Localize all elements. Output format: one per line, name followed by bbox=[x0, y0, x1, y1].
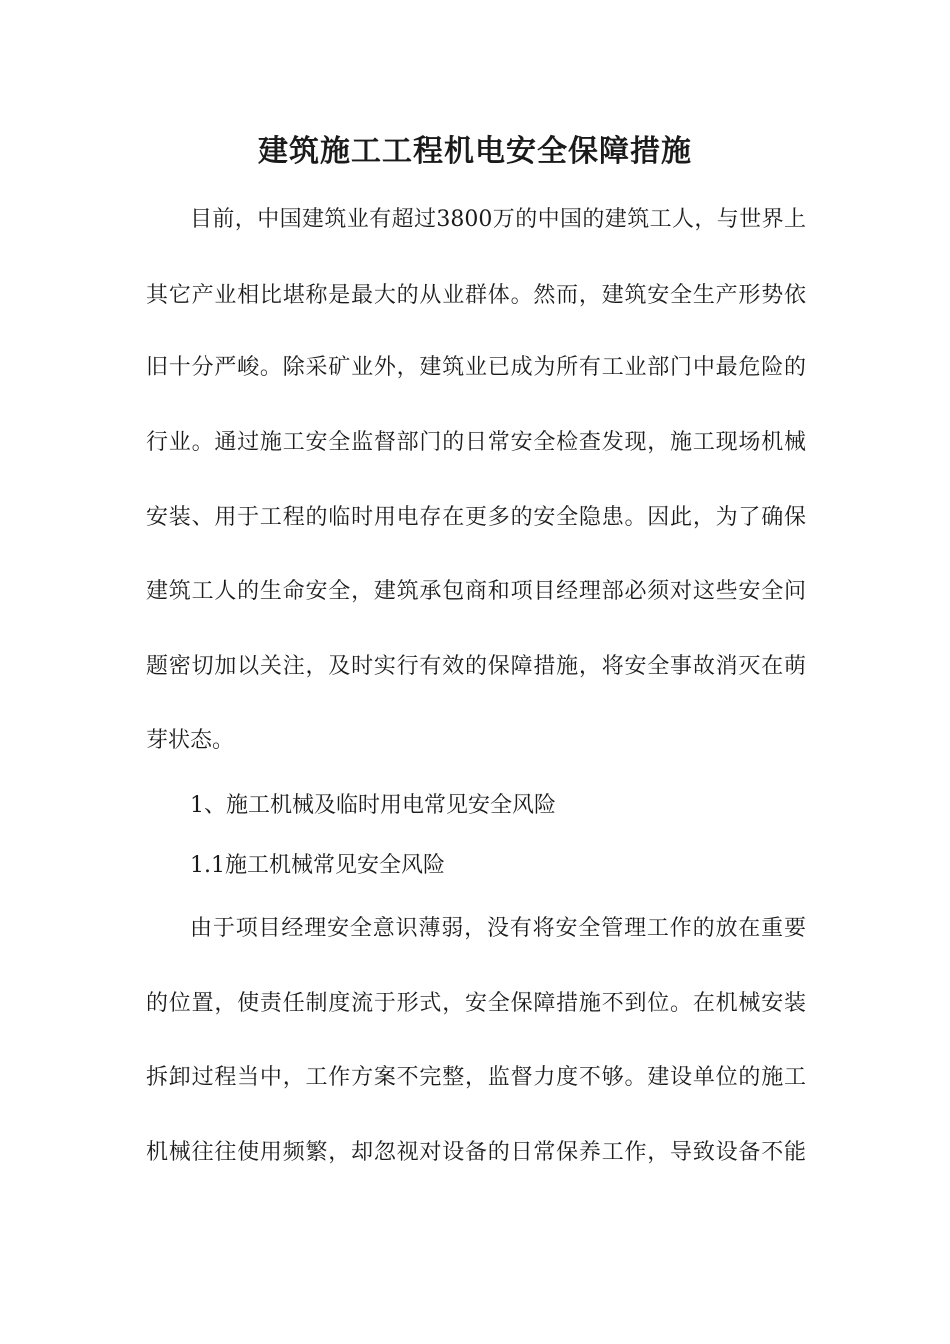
subsection-heading: 1.1施工机械常见安全风险 bbox=[190, 853, 445, 878]
paragraph-line: 建筑工人的生命安全，建筑承包商和项目经理部必须对这些安全问 bbox=[146, 579, 806, 604]
paragraph-line: 机械往往使用频繁，却忽视对设备的日常保养工作，导致设备不能 bbox=[146, 1140, 806, 1165]
paragraph-line: 行业。通过施工安全监督部门的日常安全检查发现，施工现场机械 bbox=[146, 430, 806, 455]
section-heading: 1、施工机械及临时用电常见安全风险 bbox=[190, 793, 556, 818]
paragraph-line: 由于项目经理安全意识薄弱，没有将安全管理工作的放在重要 bbox=[190, 916, 806, 941]
paragraph-line: 拆卸过程当中，工作方案不完整，监督力度不够。建设单位的施工 bbox=[146, 1065, 806, 1090]
paragraph-line: 题密切加以关注，及时实行有效的保障措施，将安全事故消灭在萌 bbox=[146, 654, 806, 679]
paragraph-line: 目前，中国建筑业有超过3800万的中国的建筑工人，与世界上 bbox=[190, 207, 806, 232]
paragraph-line: 其它产业相比堪称是最大的从业群体。然而，建筑安全生产形势依 bbox=[146, 283, 806, 308]
document-title: 建筑施工工程机电安全保障措施 bbox=[258, 134, 692, 169]
paragraph-line: 安装、用于工程的临时用电存在更多的安全隐患。因此，为了确保 bbox=[146, 505, 806, 530]
paragraph-line: 旧十分严峻。除采矿业外，建筑业已成为所有工业部门中最危险的 bbox=[146, 355, 806, 380]
paragraph-line: 的位置，使责任制度流于形式，安全保障措施不到位。在机械安装 bbox=[146, 991, 806, 1016]
paragraph-line: 芽状态。 bbox=[146, 728, 235, 753]
